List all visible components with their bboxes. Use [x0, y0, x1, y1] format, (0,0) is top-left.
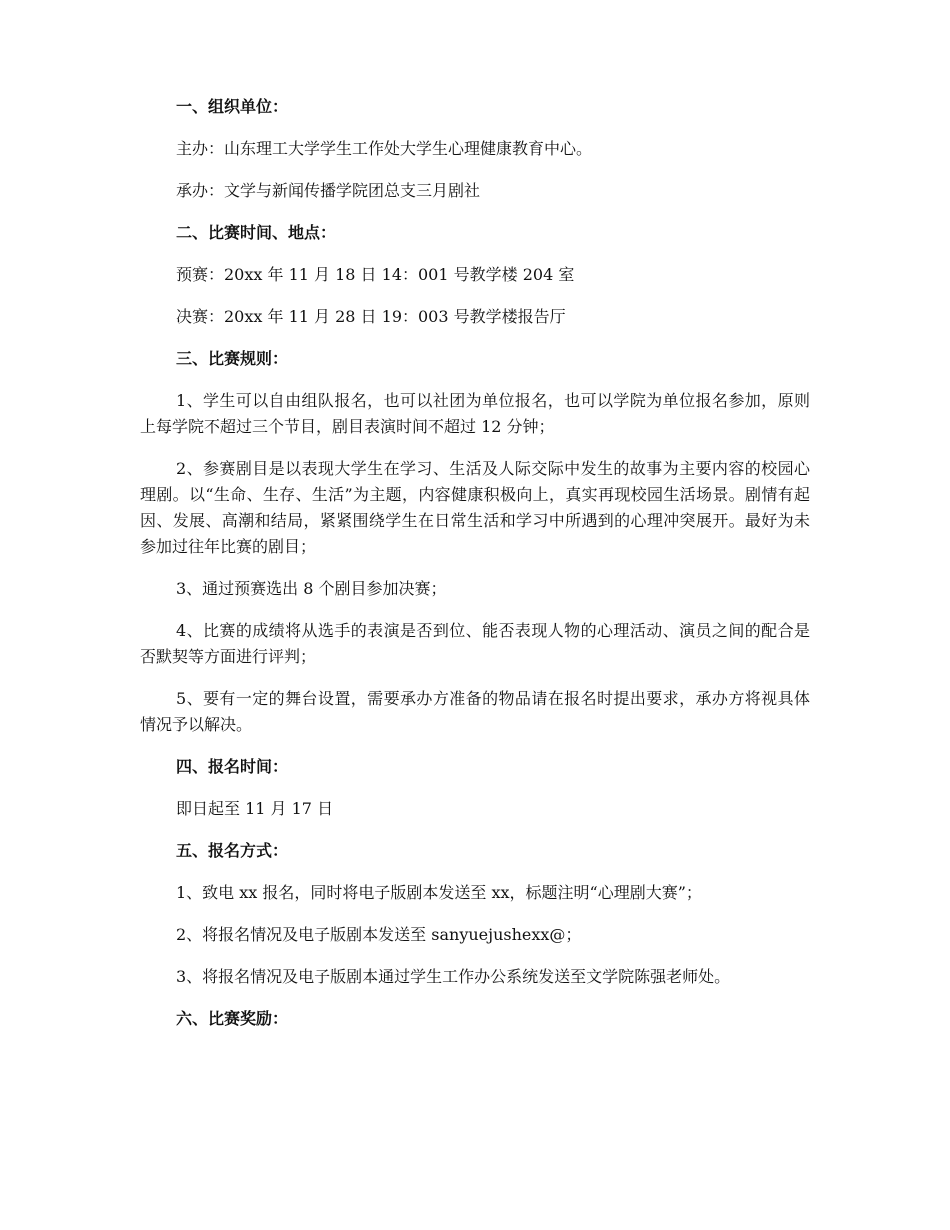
paragraph-rule-3: 3、通过预赛选出 8 个剧目参加决赛；	[176, 579, 447, 598]
section-heading-registration-method: 五、报名方式：	[176, 841, 289, 860]
document-page	[140, 94, 810, 1032]
paragraph-rule-1: 1、学生可以自由组队报名，也可以社团为单位报名，也可以学院为单位报名参加，原则上每学院不超过三个节目，剧目表演时间不超过 12 分钟；	[140, 391, 810, 436]
section-heading-rules: 三、比赛规则：	[176, 349, 289, 368]
paragraph-rule-4: 4、比赛的成绩将从选手的表演是否到位、能否表现人物的心理活动、演员之间的配合是否默契等方面进行评判；	[140, 621, 810, 666]
section-heading-time-place: 二、比赛时间、地点：	[176, 223, 337, 242]
section-heading-registration-time: 四、报名时间：	[176, 757, 289, 776]
paragraph-organizer: 承办：文学与新闻传播学院团总支三月剧社	[176, 181, 481, 200]
paragraph-preliminary: 预赛：20xx 年 11 月 18 日 14：001 号教学楼 204 室	[176, 265, 575, 284]
paragraph-host: 主办：山东理工大学学生工作处大学生心理健康教育中心。	[176, 139, 593, 158]
paragraph-final: 决赛：20xx 年 11 月 28 日 19：003 号教学楼报告厅	[176, 307, 566, 326]
section-heading-organizers: 一、组织单位：	[176, 97, 289, 116]
section-heading-awards: 六、比赛奖励：	[176, 1009, 289, 1028]
paragraph-rule-5: 5、要有一定的舞台设置，需要承办方准备的物品请在报名时提出要求，承办方将视具体情况予以解决。	[140, 689, 810, 734]
paragraph-method-1: 1、致电 xx 报名，同时将电子版剧本发送至 xx，标题注明“心理剧大赛”；	[176, 883, 702, 902]
paragraph-rule-2: 2、参赛剧目是以表现大学生在学习、生活及人际交际中发生的故事为主要内容的校园心理剧。以“生命、生存、生活”为主题，内容健康积极向上，真实再现校园生活场景。剧情有起因、发展、高潮和结局，紧紧围绕学生在日常生活和学习中所遇到的心理冲突展开。最好为未参加过往年比赛的剧目；	[140, 459, 810, 556]
paragraph-registration-time: 即日起至 11 月 17 日	[176, 799, 334, 818]
paragraph-method-3: 3、将报名情况及电子版剧本通过学生工作办公系统发送至文学院陈强老师处。	[176, 967, 731, 986]
paragraph-method-2: 2、将报名情况及电子版剧本发送至 sanyuejushexx@；	[176, 925, 582, 944]
